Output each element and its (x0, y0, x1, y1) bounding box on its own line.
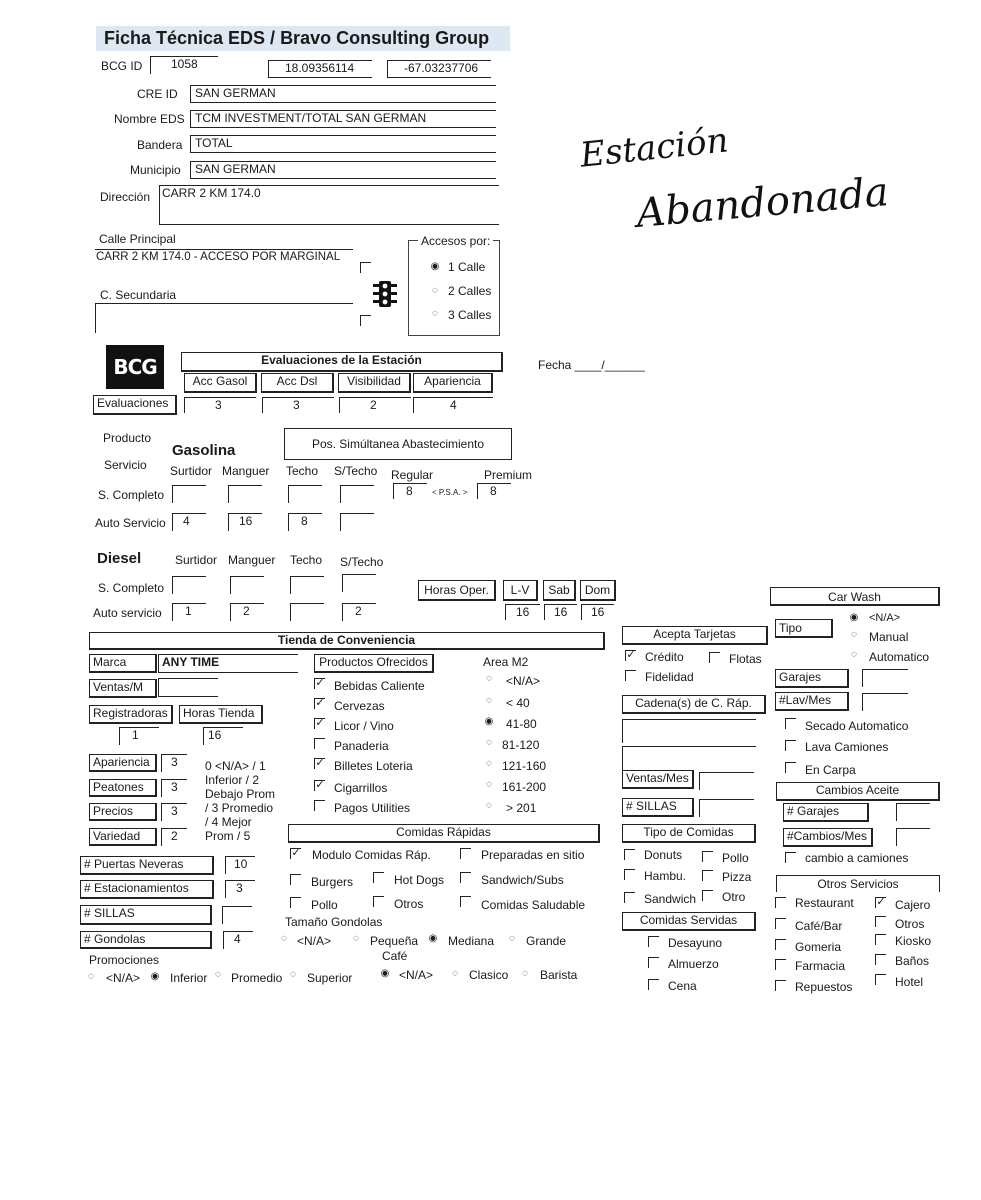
aceite-garajes-field[interactable] (896, 803, 930, 821)
tipo-checkbox-2[interactable] (624, 869, 635, 880)
producto-label-4: Billetes Loteria (334, 759, 413, 773)
municipio-label: Municipio (130, 163, 181, 177)
gas-auto-surtidor[interactable]: 4 (172, 513, 206, 531)
comida-label-5: Pollo (311, 898, 338, 912)
dsl-s-completo-manguer[interactable] (230, 576, 264, 594)
form-title: Ficha Técnica EDS / Bravo Consulting Group (96, 26, 510, 51)
dsl-col-s-techo: S/Techo (340, 555, 384, 569)
servicio-label: Servicio (104, 458, 147, 472)
promociones-label: Promociones (89, 953, 160, 967)
cadena-sillas-label: # SILLAS (622, 798, 694, 817)
apariencia-label: Apariencia (89, 754, 157, 772)
gas-col-manguer: Manguer (222, 464, 270, 478)
tarjeta-label-flotas: Flotas (729, 652, 762, 666)
otros-label-5: Kiosko (895, 934, 932, 948)
calle-secundaria-checkbox[interactable] (360, 315, 371, 326)
car-wash-radio-0[interactable]: ◉ (849, 612, 859, 623)
area-option-2: 41-80 (506, 717, 537, 731)
scale-4: / 4 Mejor (205, 815, 252, 829)
peatones-field[interactable]: 3 (161, 779, 187, 797)
aceite-cambios-field[interactable] (896, 828, 930, 846)
car-wash-checkbox-0[interactable] (785, 718, 796, 729)
servida-checkbox-2[interactable] (648, 979, 659, 990)
tipo-label-5: Otro (722, 890, 746, 904)
eval-col-apariencia: Apariencia (413, 373, 493, 393)
area-option-6: > 201 (506, 801, 537, 815)
puertas-neveras-field[interactable]: 10 (225, 856, 255, 874)
producto-checkbox-5[interactable]: ✓ (315, 779, 325, 791)
apariencia-field[interactable]: 3 (161, 754, 187, 772)
latitude-field[interactable]: 18.09356114 (268, 60, 372, 78)
otros-label-1: Cajero (895, 898, 931, 912)
horas-tienda-field[interactable]: 16 (203, 727, 243, 745)
calle-secundaria-label: C. Secundaria (100, 288, 177, 302)
gasolina-title: Gasolina (172, 442, 236, 459)
horas-oper-label: Horas Oper. (418, 580, 496, 601)
variedad-field[interactable]: 2 (161, 828, 187, 846)
estacionamientos-label: # Estacionamientos (80, 880, 214, 899)
otros-checkbox-9[interactable] (875, 974, 886, 985)
servida-label-0: Desayuno (668, 936, 723, 950)
cafe-radio-1[interactable]: ◌ (452, 968, 458, 979)
handwritten-note-line1: Estación (578, 120, 731, 176)
car-wash-tipo-label: Tipo (775, 619, 833, 638)
area-option-5: 161-200 (502, 780, 547, 794)
variedad-label: Variedad (89, 828, 157, 846)
cafe-option-1: Clasico (469, 968, 509, 982)
cafe-label: Café (382, 949, 408, 963)
bandera-field[interactable]: TOTAL (190, 135, 496, 153)
promo-radio-2[interactable]: ◌ (215, 969, 221, 980)
aceite-cambios-label: #Cambios/Mes (783, 828, 873, 847)
otros-checkbox-0[interactable] (775, 897, 786, 908)
regular-label: Regular (391, 468, 434, 482)
promo-radio-0[interactable]: ◌ (88, 971, 94, 982)
tipo-label-0: Donuts (644, 848, 683, 862)
cadena-sillas-field[interactable] (699, 799, 754, 817)
producto-label-2: Licor / Vino (334, 719, 394, 733)
otros-checkbox-3[interactable] (875, 916, 886, 927)
tipo-checkbox-4[interactable] (624, 892, 635, 903)
municipio-field[interactable]: SAN GERMAN (190, 161, 496, 179)
precios-field[interactable]: 3 (161, 803, 187, 821)
tamano-option-2: Mediana (448, 934, 495, 948)
pos-simultanea-label: Pos. Simúltanea Abastecimiento (284, 428, 512, 460)
gas-s-completo-manguer[interactable] (228, 485, 262, 503)
tamano-radio-2[interactable]: ◉ (428, 933, 438, 944)
tienda-title: Tienda de Conveniencia (89, 632, 605, 650)
diesel-title: Diesel (97, 550, 142, 567)
horas-col-lv: L-V (503, 580, 538, 601)
gas-auto-manguer[interactable]: 16 (228, 513, 262, 531)
gas-auto-s-techo[interactable] (340, 513, 374, 531)
dsl-auto-surtidor[interactable]: 1 (172, 603, 206, 621)
cre-id-field[interactable]: SAN GERMAN (190, 85, 496, 103)
dsl-s-completo-surtidor[interactable] (172, 576, 206, 594)
producto-checkbox-0[interactable]: ✓ (315, 677, 325, 689)
car-wash-option-2: Automatico (869, 650, 930, 664)
peatones-label: Peatones (89, 779, 157, 797)
comida-checkbox-4[interactable] (460, 872, 471, 883)
longitude-field[interactable]: -67.03237706 (387, 60, 491, 78)
car-wash-radio-2[interactable]: ◌ (851, 649, 857, 660)
car-wash-item-2: En Carpa (805, 763, 856, 777)
promo-radio-1[interactable]: ◉ (150, 971, 160, 982)
eval-value-apariencia[interactable]: 4 (413, 397, 493, 413)
car-wash-checkbox-1[interactable] (785, 740, 796, 751)
tienda-sillas-label: # SILLAS (80, 905, 212, 925)
eval-value-acc-gasol[interactable]: 3 (184, 397, 256, 413)
eval-col-acc-gasol: Acc Gasol (184, 373, 257, 393)
promo-option-1: Inferior (170, 971, 208, 985)
promo-option-3: Superior (307, 971, 353, 985)
comida-checkbox-1[interactable] (460, 848, 471, 859)
cadenas-label: Cadena(s) de C. Ráp. (622, 695, 766, 714)
car-wash-item-1: Lava Camiones (805, 740, 889, 754)
car-wash-checkbox-2[interactable] (785, 762, 796, 773)
comida-label-2: Burgers (311, 875, 354, 889)
car-wash-lav-label: #Lav/Mes (775, 692, 849, 711)
otros-label-9: Hotel (895, 975, 924, 989)
cafe-option-0: <N/A> (399, 968, 434, 982)
otros-label-0: Restaurant (795, 896, 854, 910)
car-wash-option-1: Manual (869, 630, 909, 644)
tamano-gondolas-label: Tamaño Gondolas (285, 915, 383, 929)
area-m2-label: Area M2 (483, 655, 529, 669)
gas-s-completo-s-techo[interactable] (340, 485, 374, 503)
acepta-tarjetas-title: Acepta Tarjetas (622, 626, 768, 645)
otros-servicios-title: Otros Servicios (776, 875, 940, 892)
cafe-radio-0[interactable]: ◉ (380, 968, 390, 979)
gas-col-s-techo: S/Techo (334, 464, 378, 478)
dsl-col-manguer: Manguer (228, 553, 276, 567)
comida-checkbox-2[interactable] (290, 874, 301, 885)
accesos-radio-1[interactable]: ◉ (430, 261, 440, 272)
scale-3: / 3 Promedio (205, 801, 274, 815)
dsl-col-techo: Techo (290, 553, 323, 567)
scale-2: Debajo Prom (205, 787, 276, 801)
calle-principal-field[interactable]: CARR 2 KM 174.0 - ACCESO POR MARGINAL (95, 249, 353, 277)
gondolas-field[interactable]: 4 (223, 931, 253, 949)
promo-option-2: Promedio (231, 971, 283, 985)
area-radio-2[interactable]: ◉ (484, 716, 494, 727)
marca-field[interactable]: ANY TIME (158, 654, 298, 673)
cadena-ventas-mes-label: Ventas/Mes (622, 770, 694, 789)
producto-label: Producto (103, 431, 152, 445)
premium-field[interactable]: 8 (477, 483, 511, 499)
otros-label-7: Baños (895, 954, 930, 968)
area-radio-6[interactable]: ◌ (486, 800, 492, 811)
otros-checkbox-4[interactable] (775, 939, 786, 950)
cadena-field-1[interactable] (622, 719, 756, 743)
area-option-4: 121-160 (502, 759, 547, 773)
dsl-s-completo-techo[interactable] (290, 576, 324, 594)
nombre-eds-label: Nombre EDS (114, 112, 185, 126)
tienda-sillas-field[interactable] (222, 906, 252, 924)
registradoras-label: Registradoras (89, 705, 173, 724)
servida-checkbox-1[interactable] (648, 957, 659, 968)
accesos-radio-3[interactable]: ◌ (432, 308, 438, 319)
otros-checkbox-6[interactable] (775, 959, 786, 970)
producto-label-0: Bebidas Caliente (334, 679, 425, 693)
tipo-label-4: Sandwich (644, 892, 697, 906)
tarjeta-checkbox-flotas[interactable] (709, 652, 720, 663)
cre-id-label: CRE ID (137, 87, 178, 101)
horas-value-lv[interactable]: 16 (505, 604, 540, 620)
tarjeta-checkbox-fidelidad[interactable] (625, 670, 636, 681)
dsl-col-surtidor: Surtidor (175, 553, 218, 567)
producto-label-6: Pagos Utilities (334, 801, 411, 815)
producto-checkbox-4[interactable]: ✓ (315, 757, 325, 769)
dsl-auto-label: Auto servicio (93, 606, 162, 620)
horas-value-sab[interactable]: 16 (544, 604, 577, 620)
gas-auto-techo[interactable]: 8 (288, 513, 322, 531)
eval-value-visibilidad[interactable]: 2 (339, 397, 411, 413)
scale-1: Inferior / 2 (205, 773, 260, 787)
producto-checkbox-3[interactable] (314, 738, 325, 749)
servida-label-2: Cena (668, 979, 697, 993)
bcg-id-label: BCG ID (101, 59, 143, 73)
horas-tienda-label: Horas Tienda (179, 705, 263, 724)
comidas-servidas-label: Comidas Servidas (622, 912, 756, 931)
comida-label-3: Hot Dogs (394, 873, 445, 887)
car-wash-item-0: Secado Automatico (805, 719, 909, 733)
tamano-option-1: Pequeña (370, 934, 419, 948)
bcg-id-field[interactable]: 1058 (150, 56, 218, 74)
ventas-m-field[interactable] (158, 678, 218, 697)
comida-checkbox-6[interactable] (373, 896, 384, 907)
area-radio-1[interactable]: ◌ (486, 695, 492, 706)
comida-label-6: Otros (394, 897, 424, 911)
comida-label-0: Modulo Comidas Ráp. (312, 848, 431, 862)
area-option-1: < 40 (506, 696, 530, 710)
evaluaciones-title: Evaluaciones de la Estación (181, 352, 503, 372)
car-wash-garajes-field[interactable] (862, 669, 908, 687)
comida-checkbox-3[interactable] (373, 872, 384, 883)
otros-checkbox-7[interactable] (875, 954, 886, 965)
bandera-label: Bandera (137, 138, 183, 152)
cadena-field-2[interactable] (622, 746, 756, 770)
tamano-radio-0[interactable]: ◌ (281, 933, 287, 944)
otros-checkbox-2[interactable] (775, 918, 786, 929)
tamano-option-0: <N/A> (297, 934, 332, 948)
tarjeta-label-fidelidad: Fidelidad (645, 670, 694, 684)
tarjeta-checkbox-credito[interactable]: ✓ (626, 649, 636, 661)
gondolas-label: # Gondolas (80, 931, 212, 949)
comidas-rapidas-title: Comidas Rápidas (288, 824, 600, 843)
area-radio-0[interactable]: ◌ (486, 673, 492, 684)
comida-checkbox-7[interactable] (460, 896, 471, 907)
productos-ofrecidos-label: Productos Ofrecidos (314, 654, 434, 673)
eval-col-visibilidad: Visibilidad (338, 373, 411, 393)
tipo-label-1: Pollo (722, 851, 749, 865)
comida-label-7: Comidas Saludable (481, 898, 586, 912)
promo-option-0: <N/A> (106, 971, 141, 985)
nombre-eds-field[interactable]: TCM INVESTMENT/TOTAL SAN GERMAN (190, 110, 496, 128)
evaluaciones-row-label: Evaluaciones (93, 395, 177, 415)
car-wash-radio-1[interactable]: ◌ (851, 629, 857, 640)
regular-field[interactable]: 8 (393, 483, 427, 499)
car-wash-title: Car Wash (770, 587, 940, 606)
tarjeta-label-credito: Crédito (645, 650, 684, 664)
bcg-logo: BCG (106, 345, 164, 389)
cambios-aceite-title: Cambios Aceite (776, 782, 940, 801)
tipo-label-3: Pizza (722, 870, 752, 884)
otros-label-3: Otros (895, 917, 925, 931)
comida-checkbox-5[interactable] (290, 897, 301, 908)
promo-radio-3[interactable]: ◌ (290, 969, 296, 980)
comida-checkbox-0[interactable]: ✓ (291, 847, 301, 859)
gas-s-completo-techo[interactable] (288, 485, 322, 503)
accesos-label: Accesos por: (418, 234, 493, 248)
area-radio-5[interactable]: ◌ (486, 779, 492, 790)
producto-label-5: Cigarrillos (334, 781, 388, 795)
tipo-checkbox-0[interactable] (624, 849, 635, 860)
scale-5: Prom / 5 (205, 829, 251, 843)
direccion-label: Dirección (100, 190, 151, 204)
dsl-auto-manguer[interactable]: 2 (230, 603, 264, 621)
gas-s-completo-surtidor[interactable] (172, 485, 206, 503)
traffic-light-icon (372, 280, 398, 308)
area-radio-4[interactable]: ◌ (486, 758, 492, 769)
gas-auto-label: Auto Servicio (95, 516, 166, 530)
dsl-auto-techo[interactable] (290, 603, 324, 621)
accesos-radio-2[interactable]: ◌ (432, 285, 438, 296)
accesos-option-3: 3 Calles (448, 308, 492, 322)
horas-col-sab: Sab (543, 580, 576, 601)
cadena-ventas-mes-field[interactable] (699, 772, 754, 790)
scale-0: 0 <N/A> / 1 (205, 759, 266, 773)
otros-label-4: Gomeria (795, 940, 842, 954)
cafe-radio-2[interactable]: ◌ (522, 968, 528, 979)
calle-principal-label: Calle Principal (99, 232, 176, 246)
tipo-checkbox-5[interactable] (702, 890, 713, 901)
tipo-checkbox-3[interactable] (702, 870, 713, 881)
horas-col-dom: Dom (580, 580, 616, 601)
direccion-field[interactable]: CARR 2 KM 174.0 (159, 185, 499, 225)
car-wash-option-0: <N/A> (869, 612, 901, 624)
tamano-option-3: Grande (526, 934, 567, 948)
estacionamientos-field[interactable]: 3 (225, 880, 255, 898)
comida-label-4: Sandwich/Subs (481, 873, 564, 887)
ventas-m-label: Ventas/M (89, 679, 157, 698)
calle-principal-checkbox[interactable] (360, 262, 371, 273)
accesos-option-1: 1 Calle (448, 260, 486, 274)
otros-checkbox-8[interactable] (775, 980, 786, 991)
dsl-auto-s-techo[interactable]: 2 (342, 603, 376, 621)
eval-col-acc-dsl: Acc Dsl (261, 373, 334, 393)
gas-s-completo-label: S. Completo (98, 488, 165, 502)
tipo-label-2: Hambu. (644, 869, 687, 883)
aceite-camiones-label: cambio a camiones (805, 851, 909, 865)
handwritten-note-line2: Abandonada (634, 169, 891, 237)
comida-label-1: Preparadas en sitio (481, 848, 585, 862)
eval-value-acc-dsl[interactable]: 3 (262, 397, 334, 413)
calle-secundaria-field[interactable] (95, 303, 353, 333)
cafe-option-2: Barista (540, 968, 578, 982)
aceite-camiones-checkbox[interactable] (785, 852, 796, 863)
fecha-label: Fecha ____/______ (538, 358, 645, 372)
accesos-option-2: 2 Calles (448, 284, 492, 298)
dsl-s-completo-label: S. Completo (98, 581, 165, 595)
gas-col-techo: Techo (286, 464, 319, 478)
aceite-garajes-label: # Garajes (783, 803, 869, 822)
tamano-radio-3[interactable]: ◌ (509, 933, 515, 944)
puertas-neveras-label: # Puertas Neveras (80, 856, 214, 875)
servida-label-1: Almuerzo (668, 957, 719, 971)
producto-checkbox-6[interactable] (314, 800, 325, 811)
producto-label-3: Panaderia (334, 739, 389, 753)
area-option-3: 81-120 (502, 738, 540, 752)
precios-label: Precios (89, 803, 157, 821)
otros-label-2: Café/Bar (795, 919, 843, 933)
registradoras-field[interactable]: 1 (119, 727, 159, 745)
producto-checkbox-1[interactable]: ✓ (315, 697, 325, 709)
tipo-checkbox-1[interactable] (702, 851, 713, 862)
horas-value-dom[interactable]: 16 (581, 604, 614, 620)
otros-checkbox-1[interactable]: ✓ (876, 896, 886, 908)
car-wash-lav-field[interactable] (862, 693, 908, 711)
marca-label: Marca (89, 654, 157, 673)
otros-checkbox-5[interactable] (875, 934, 886, 945)
producto-label-1: Cervezas (334, 699, 385, 713)
area-radio-3[interactable]: ◌ (486, 737, 492, 748)
dsl-s-completo-s-techo[interactable] (342, 574, 376, 592)
tipo-comidas-label: Tipo de Comidas (622, 824, 756, 843)
car-wash-garajes-label: Garajes (775, 669, 849, 688)
otros-label-6: Farmacia (795, 959, 846, 973)
tamano-radio-1[interactable]: ◌ (353, 933, 359, 944)
otros-label-8: Repuestos (795, 980, 853, 994)
gas-col-surtidor: Surtidor (170, 464, 213, 478)
servida-checkbox-0[interactable] (648, 936, 659, 947)
area-option-0: <N/A> (506, 674, 541, 688)
premium-label: Premium (484, 468, 533, 482)
producto-checkbox-2[interactable]: ✓ (315, 717, 325, 729)
psa-label: < P.S.A. > (432, 488, 468, 497)
